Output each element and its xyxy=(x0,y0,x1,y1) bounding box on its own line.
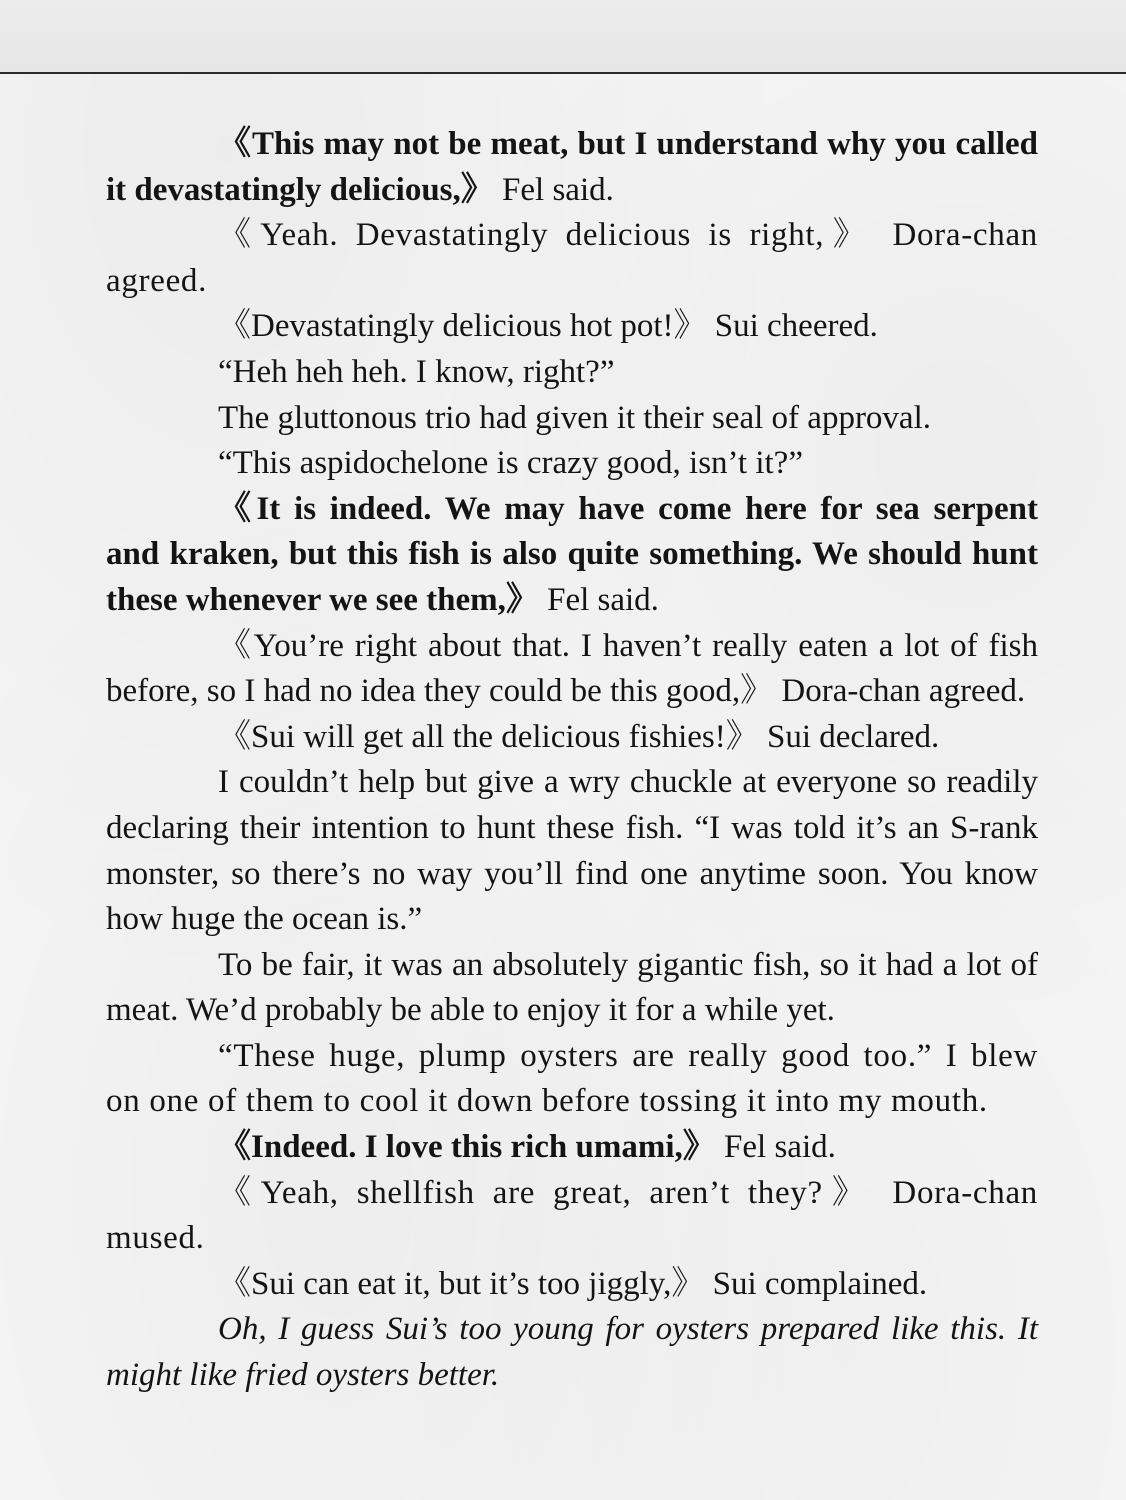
paragraph-text: 《Devastatingly delicious hot pot!》 Sui cheered. xyxy=(218,308,878,345)
paragraph-text: 《Sui can eat it, but it’s too jiggly,》 Sui complained. xyxy=(218,1265,928,1302)
paragraph-text: “These huge, plump oysters are really good too.” I blew on one of them to cool it down before tossing it into my mouth. xyxy=(106,1037,1038,1120)
italic-thought: Oh, I guess Sui’s too young for oysters prepared like this. It might like fried oysters better. xyxy=(106,1311,1038,1394)
paragraph xyxy=(106,487,1038,624)
paragraph xyxy=(106,1125,1038,1171)
paragraph xyxy=(106,350,1038,396)
paragraph-text: I couldn’t help but give a wry chuckle at everyone so readily declaring their intention to hunt these fish. “I was told it’s an S-rank monster, so there’s no way you’ll find one anytime soon. You know how huge the ocean is.” xyxy=(106,764,1038,938)
paragraph-text: 《Yeah, shellfish are great, aren’t they?》 Dora-chan mused. xyxy=(106,1174,1038,1257)
paragraph xyxy=(106,441,1038,487)
paragraph-text: 《Yeah. Devastatingly delicious is right,》 Dora-chan agreed. xyxy=(106,217,1038,299)
paragraph xyxy=(106,760,1038,942)
paragraph xyxy=(106,122,1038,213)
paragraph-text: The gluttonous trio had given it their seal of approval. xyxy=(218,399,931,436)
paragraph xyxy=(106,396,1038,442)
header-divider xyxy=(0,72,1126,74)
dialogue-tag: Fel said. xyxy=(715,1129,836,1166)
text-body xyxy=(106,122,1038,1399)
bold-dialogue: 《It is indeed. We may have come here for sea serpent and kraken, but this fish is also quite something. We should hunt these whenever we see them,》 xyxy=(106,490,1038,618)
dialogue-tag: Fel said. xyxy=(538,581,659,618)
dialogue-tag: Fel said. xyxy=(493,171,614,208)
paragraph xyxy=(106,1307,1038,1398)
paragraph-text: “This aspidochelone is crazy good, isn’t it?” xyxy=(218,445,803,482)
paragraph xyxy=(106,304,1038,350)
paragraph-text: “Heh heh heh. I know, right?” xyxy=(218,353,615,390)
paragraph xyxy=(106,1171,1038,1262)
paragraph xyxy=(106,1262,1038,1308)
paragraph xyxy=(106,715,1038,761)
paragraph-text: 《You’re right about that. I haven’t really eaten a lot of fish before, so I had no idea they could be this good,》 Dora-chan agreed. xyxy=(106,627,1038,710)
paragraph xyxy=(106,943,1038,1034)
bold-dialogue: 《This may not be meat, but I understand why you called it devastatingly delicious,》 xyxy=(106,126,1038,208)
paragraph xyxy=(106,624,1038,715)
bold-dialogue: 《Indeed. I love this rich umami,》 xyxy=(218,1129,716,1166)
paragraph xyxy=(106,1034,1038,1125)
page-header-band xyxy=(0,0,1126,72)
paragraph-text: 《Sui will get all the delicious fishies!》 Sui declared. xyxy=(218,718,940,755)
paragraph xyxy=(106,213,1038,304)
paragraph-text: To be fair, it was an absolutely gigantic fish, so it had a lot of meat. We’d probably be able to enjoy it for a while yet. xyxy=(106,946,1038,1029)
